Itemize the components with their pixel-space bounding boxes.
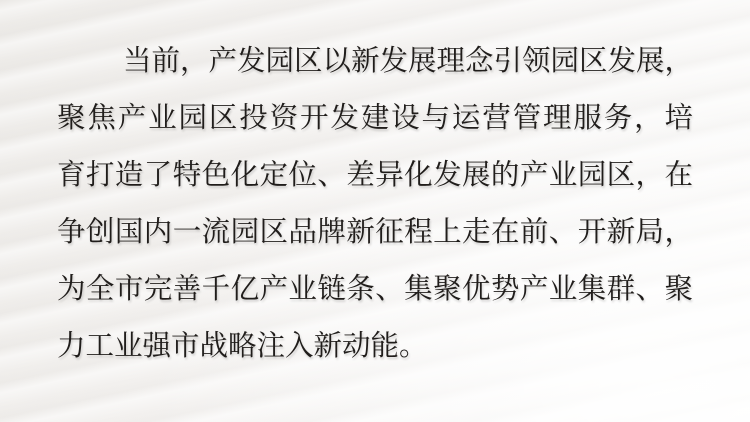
paragraph-line: 为全市完善千亿产业链条、集聚优势产业集群、聚 [57, 273, 693, 305]
paragraph-line: 聚焦产业园区投资开发建设与运营管理服务，培 [57, 102, 693, 134]
paragraph-line: 当前，产发园区以新发展理念引领园区发展， [123, 45, 694, 77]
body-paragraph [57, 33, 693, 375]
paragraph-line: 育打造了特色化定位、差异化发展的产业园区，在 [57, 159, 693, 191]
paragraph-line: 争创国内一流园区品牌新征程上走在前、开新局， [57, 216, 693, 248]
paragraph-line: 力工业强市战略注入新动能。 [57, 330, 428, 362]
